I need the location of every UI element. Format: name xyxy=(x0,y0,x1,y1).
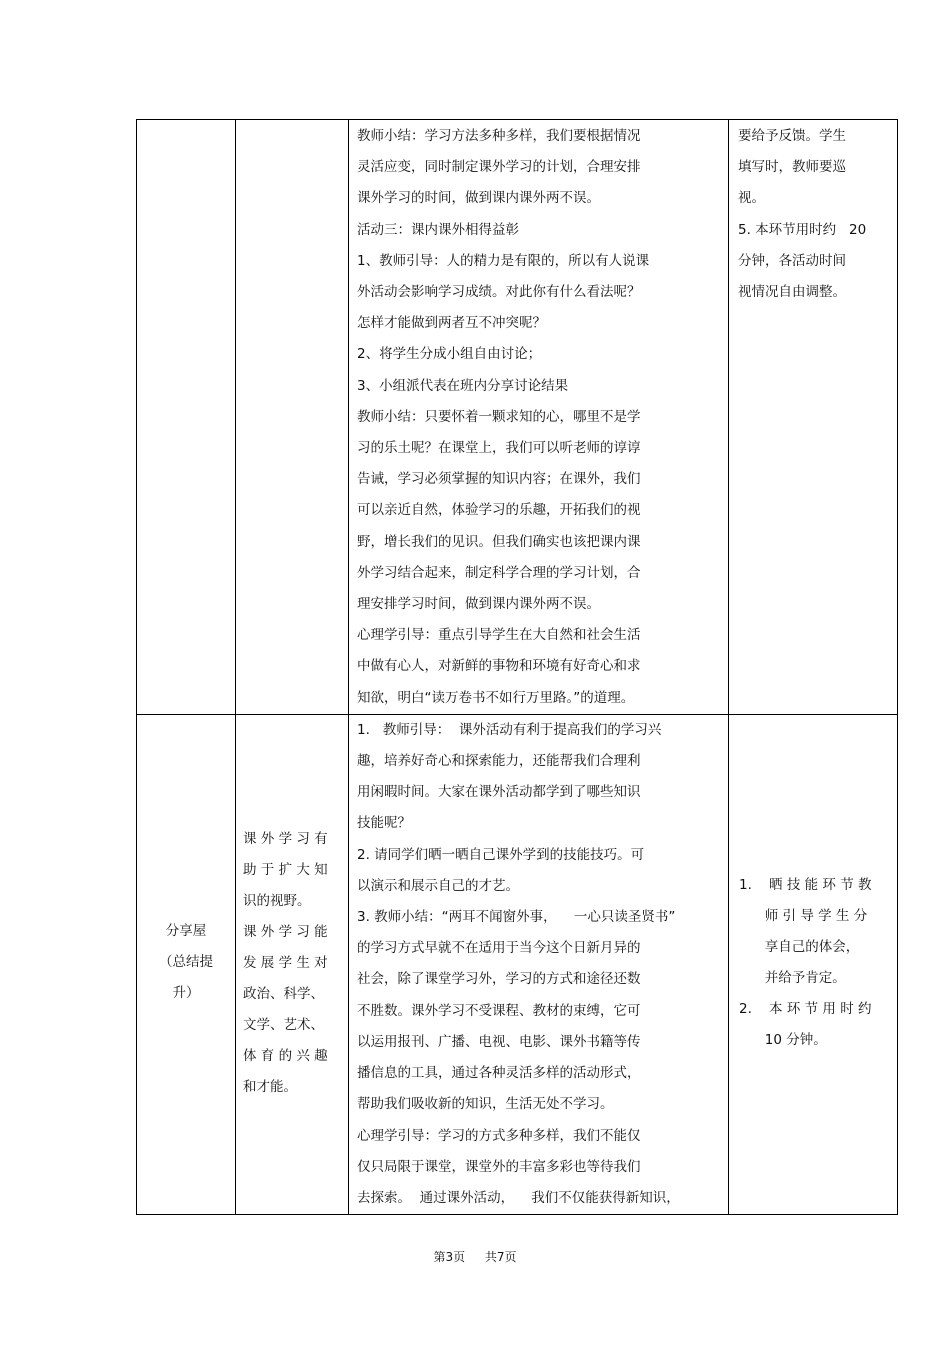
text-line: 理安排学习时间，做到课内课外两不误。 xyxy=(357,596,600,613)
text-line: 知欲，明白“读万卷书不如行万里路。”的道理。 xyxy=(357,689,635,706)
table-cell-notes xyxy=(729,120,898,715)
text-line: 外学习结合起来，制定科学合理的学习计划，合 xyxy=(357,564,641,581)
text-line: 3. 教师小结：“两耳不闻窗外事， 一心只读圣贤书” xyxy=(357,909,676,926)
text-line: 视。 xyxy=(738,190,765,207)
text-line: 外活动会影响学习成绩。对此你有什么看法呢？ xyxy=(357,284,641,301)
table-cell-stage xyxy=(137,714,236,1214)
text-line: 1. 晒 技 能 环 节 教 xyxy=(739,876,872,893)
text-line: 播信息的工具，通过各种灵活多样的活动形式， xyxy=(357,1065,641,1082)
table-cell-goal xyxy=(236,714,349,1214)
text-line: 1、教师引导：人的精力是有限的，所以有人说课 xyxy=(357,252,650,269)
text-line: 2. 本 环 节 用 时 约 xyxy=(739,1000,872,1017)
text-line: 习的乐土呢？在课堂上，我们可以听老师的谆谆 xyxy=(357,440,641,457)
page-number: 第3页 xyxy=(433,1250,466,1264)
text-line: 的学习方式早就不在适用于当今这个日新月异的 xyxy=(357,940,641,957)
text-line: 怎样才能做到两者互不冲突呢？ xyxy=(357,315,546,332)
goal-text xyxy=(243,715,348,1103)
text-line: 课 外 学 习 有 xyxy=(243,830,328,847)
table-cell-stage xyxy=(137,120,236,715)
text-line: 社会，除了课堂学习外，学习的方式和途径还数 xyxy=(357,971,641,988)
text-line: 10 分钟。 xyxy=(739,1031,827,1048)
text-line: 视情况自由调整。 xyxy=(738,284,846,301)
text-line: 用闲暇时间。大家在课外活动都学到了哪些知识 xyxy=(357,784,641,801)
activities-text xyxy=(349,715,728,1214)
text-line: 课外学习的时间，做到课内课外两不误。 xyxy=(357,190,600,207)
text-line: 2. 请同学们晒一晒自己课外学到的技能技巧。可 xyxy=(357,846,645,863)
table-row xyxy=(137,120,898,715)
text-line: 可以亲近自然，体验学习的乐趣，开拓我们的视 xyxy=(357,502,641,519)
lesson-plan-table xyxy=(136,119,898,1215)
text-line: 5. 本环节用时约 20 xyxy=(738,221,867,238)
text-line: 技能呢？ xyxy=(357,815,411,832)
text-line: 心理学引导：学习的方式多种多样，我们不能仅 xyxy=(357,1127,641,1144)
text-line: 识的视野。 xyxy=(243,892,311,909)
text-line: 助 于 扩 大 知 xyxy=(243,861,328,878)
text-line: 中做有心人，对新鲜的事物和环境有好奇心和求 xyxy=(357,658,641,675)
text-line: 仅只局限于课堂，课堂外的丰富多彩也等待我们 xyxy=(357,1158,641,1175)
table-cell-activities xyxy=(349,120,729,715)
text-line: 要给予反馈。学生 xyxy=(738,128,846,144)
text-line: 体 育 的 兴 趣 xyxy=(243,1047,328,1064)
page-footer xyxy=(0,1248,950,1265)
text-line: （总结提 xyxy=(159,953,213,970)
text-line: 教师小结：只要怀着一颗求知的心，哪里不是学 xyxy=(357,408,641,425)
text-line: 以运用报刊、广播、电视、电影、课外书籍等传 xyxy=(357,1033,641,1050)
text-line: 3、小组派代表在班内分享讨论结果 xyxy=(357,377,569,394)
text-line: 1. 教师引导： 课外活动有利于提高我们的学习兴 xyxy=(357,721,662,738)
text-line: 告诫，学习必须掌握的知识内容；在课外，我们 xyxy=(357,471,641,488)
text-line: 活动三：课内课外相得益彰 xyxy=(357,221,519,238)
text-line: 文学、艺术、 xyxy=(243,1016,324,1033)
text-line: 教师小结：学习方法多种多样，我们要根据情况 xyxy=(357,128,641,144)
text-line: 趣，培养好奇心和探索能力，还能帮我们合理利 xyxy=(357,753,641,770)
text-line: 分享屋 xyxy=(165,922,207,939)
text-line: 政治、科学、 xyxy=(243,985,324,1002)
text-line: 2、将学生分成小组自由讨论； xyxy=(357,346,542,363)
table-cell-goal xyxy=(236,120,349,715)
text-line: 去探索。 通过课外活动， 我们不仅能获得新知识， xyxy=(357,1189,680,1206)
text-line: 帮助我们吸收新的知识，生活无处不学习。 xyxy=(357,1096,614,1113)
table-cell-notes xyxy=(729,714,898,1214)
notes-text xyxy=(739,715,897,1056)
text-line: 不胜数。课外学习不受课程、教材的束缚，它可 xyxy=(357,1002,641,1019)
stage-text xyxy=(137,715,235,1009)
table-row xyxy=(137,714,898,1214)
text-line: 以演示和展示自己的才艺。 xyxy=(357,877,519,894)
text-line: 填写时，教师要巡 xyxy=(738,159,846,176)
text-line: 享自己的体会， xyxy=(739,938,860,955)
text-line: 发 展 学 生 对 xyxy=(243,954,328,971)
text-line: 野，增长我们的见识。但我们确实也该把课内课 xyxy=(357,533,641,550)
activities-text xyxy=(357,120,728,714)
text-line: 灵活应变，同时制定课外学习的计划，合理安排 xyxy=(357,159,641,176)
text-line: 课 外 学 习 能 xyxy=(243,923,328,940)
text-line: 心理学引导：重点引导学生在大自然和社会生活 xyxy=(357,627,641,644)
text-line: 分钟，各活动时间 xyxy=(738,252,846,269)
text-line: 和才能。 xyxy=(243,1078,297,1095)
table-cell-activities xyxy=(349,714,729,1214)
text-line: 升） xyxy=(172,984,200,1001)
text-line: 师 引 导 学 生 分 xyxy=(739,907,868,924)
page-total: 共7页 xyxy=(484,1250,517,1264)
text-line: 并给予肯定。 xyxy=(739,969,846,986)
notes-text xyxy=(738,120,897,308)
